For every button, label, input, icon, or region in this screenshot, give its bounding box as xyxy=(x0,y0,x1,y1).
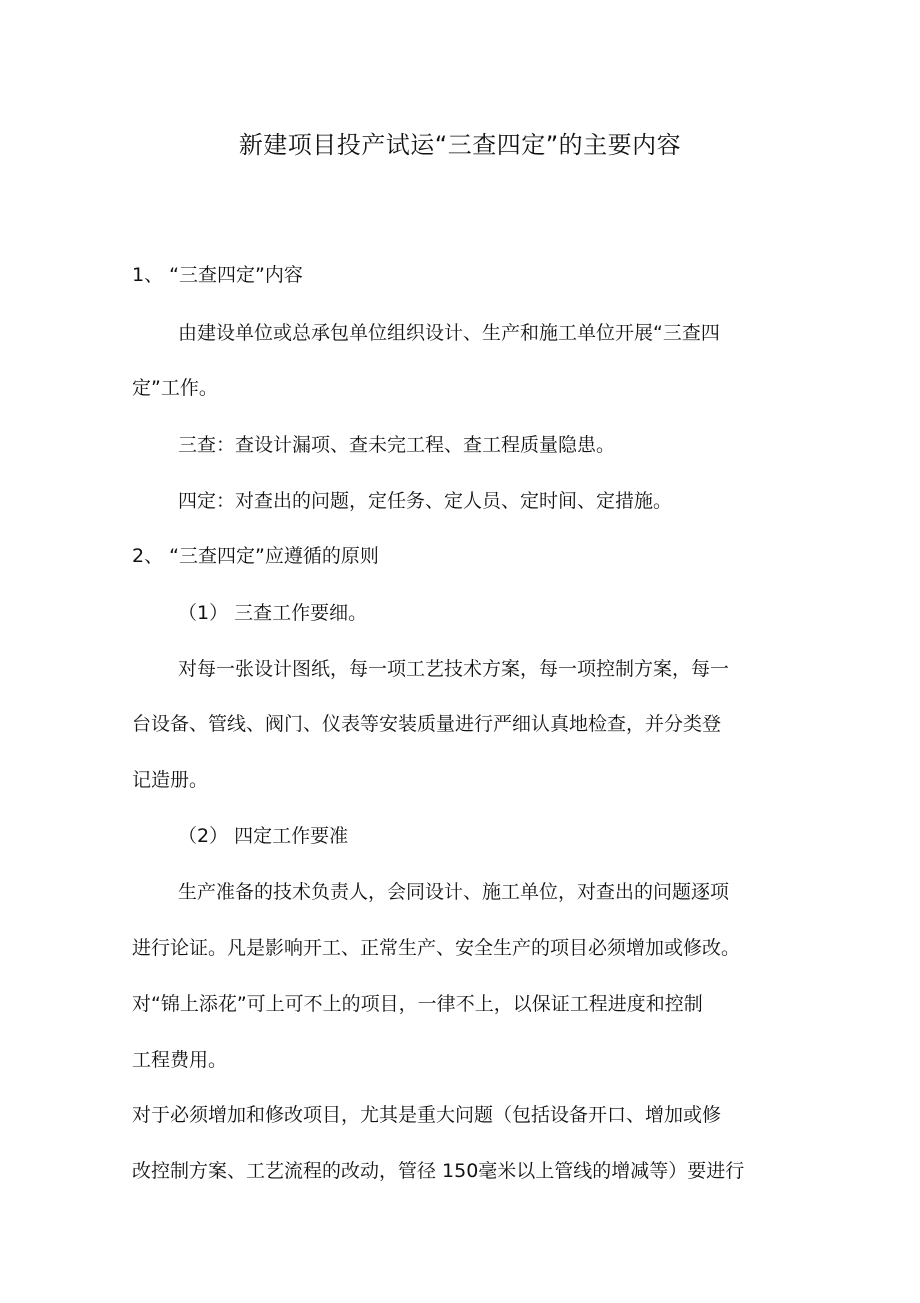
subheading-1: （1） 三查工作要细。 xyxy=(178,602,368,624)
paragraph-line: 进行论证。凡是影响开工、正常生产、安全生产的项目必须增加或修改。 xyxy=(132,937,741,959)
paragraph-line: 三查：查设计漏项、查未完工程、查工程质量隐患。 xyxy=(178,434,616,456)
paragraph-line: 台设备、管线、阀门、仪表等安装质量进行严细认真地检查，并分类登 xyxy=(132,713,722,735)
paragraph-line: 记造册。 xyxy=(132,769,209,791)
document-title: 新建项目投产试运“三查四定”的主要内容 xyxy=(238,131,682,159)
paragraph-line: 定”工作。 xyxy=(132,377,218,399)
paragraph-line: 四定：对查出的问题，定任务、定人员、定时间、定措施。 xyxy=(178,490,673,512)
paragraph-line: 生产准备的技术负责人，会同设计、施工单位，对查出的问题逐项 xyxy=(178,881,730,903)
paragraph-line: 工程费用。 xyxy=(132,1049,228,1071)
subheading-2: （2） 四定工作要准 xyxy=(178,825,349,847)
paragraph-line: 对于必须增加和修改项目，尤其是重大问题（包括设备开口、增加或修 xyxy=(132,1104,722,1126)
paragraph-line: 改控制方案、工艺流程的改动，管径 150毫米以上管线的增减等）要进行 xyxy=(132,1160,745,1182)
paragraph-line: 由建设单位或总承包单位组织设计、生产和施工单位开展“三查四 xyxy=(178,322,720,344)
section-heading-2: 2、 “三查四定”应遵循的原则 xyxy=(132,545,379,567)
paragraph-line: 对“锦上添花”可上可不上的项目，一律不上，以保证工程进度和控制 xyxy=(132,993,703,1015)
paragraph-line: 对每一张设计图纸，每一项工艺技术方案，每一项控制方案，每一 xyxy=(178,658,730,680)
section-heading-1: 1、 “三查四定”内容 xyxy=(132,264,303,286)
